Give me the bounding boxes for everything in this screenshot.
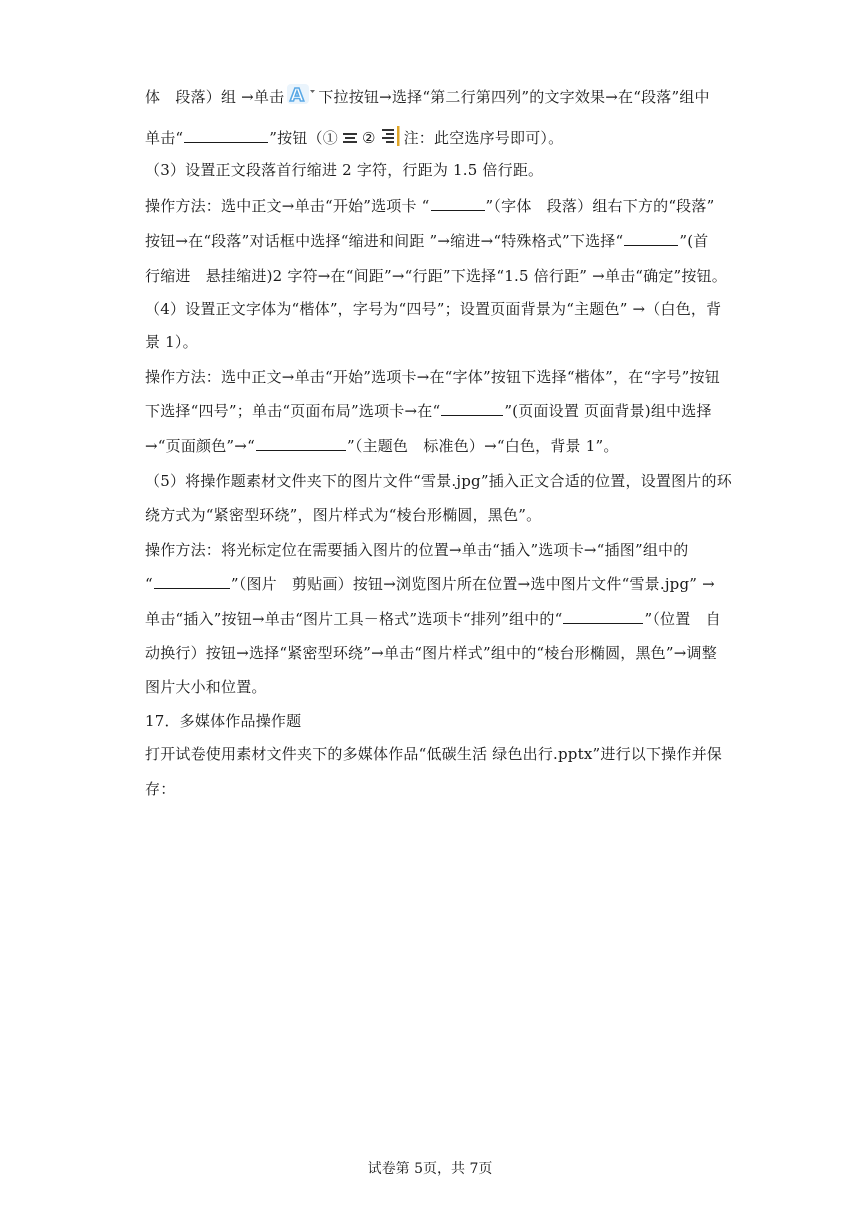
answer-blank (624, 231, 678, 246)
paragraph-line (145, 82, 725, 108)
answer-blank (256, 436, 346, 451)
paragraph-line (145, 401, 725, 421)
paragraph-line (145, 779, 725, 799)
line-text: 单击“插入”按钮→单击“图片工具－格式”选项卡“排列”组中的“ (145, 610, 563, 628)
line-text: “ (145, 575, 153, 593)
line-text: ”（位置 自 (644, 610, 721, 628)
line-text: ”(首 (679, 232, 709, 250)
line-text: 体 段落）组 →单击 (145, 88, 285, 106)
line-text: 绕方式为“紧密型环绕”，图片样式为“棱台形椭圆，黑色”。 (145, 506, 542, 524)
paragraph-line (145, 677, 725, 697)
paragraph-line (145, 436, 725, 456)
paragraph-line (145, 609, 725, 629)
paragraph-line (145, 505, 725, 525)
line-text: 景 1）。 (145, 333, 198, 351)
page-footer: 试卷第 5页，共 7页 (367, 1161, 493, 1177)
line-text: ”（字体 段落）组右下方的“段落” (485, 197, 715, 215)
line-text: 17．多媒体作品操作题 (145, 712, 302, 730)
line-text: ”（主题色 标准色）→“白色，背景 1”。 (346, 437, 619, 455)
line-text: （3）设置正文段落首行缩进 2 字符，行距为 1.5 倍行距。 (145, 161, 544, 179)
line-text: 操作方法：将光标定位在需要插入图片的位置→单击“插入”选项卡→“插图”组中的 (145, 541, 689, 559)
line-text: 下选择“四号”；单击“页面布局”选项卡→在“ (145, 402, 441, 420)
paragraph-line (145, 540, 725, 560)
line-text: 行缩进 悬挂缩进)2 字符→在“间距”→“行距”下选择“1.5 倍行距” →单击“确定”按钮。 (145, 267, 728, 285)
line-text: （4）设置正文字体为“楷体”，字号为“四号”；设置页面背景为“主题色” →（白色，背 (145, 300, 722, 318)
answer-blank (154, 574, 230, 589)
line-text: 操作方法：选中正文→单击“开始”选项卡→在“字体”按钮下选择“楷体”，在“字号”按钮 (145, 368, 720, 386)
paragraph-line (145, 574, 725, 594)
center-align-icon (342, 131, 358, 151)
text-effect-a-icon (286, 82, 316, 108)
paragraph-line (145, 643, 725, 663)
line-text: ”(页面设置 页面背景)组中选择 (504, 402, 712, 420)
paragraph-line (145, 744, 725, 764)
paragraph-line (145, 332, 725, 352)
paragraph-line (145, 266, 728, 286)
line-text: ② (361, 129, 376, 147)
paragraph-line (145, 126, 725, 151)
paragraph-line (145, 231, 725, 251)
line-text: 图片大小和位置。 (145, 678, 267, 696)
line-text: （5）将操作题素材文件夹下的图片文件“雪景.jpg”插入正文合适的位置，设置图片的环 (145, 472, 732, 490)
paragraph-line (145, 160, 725, 180)
line-text: 操作方法：选中正文→单击“开始”选项卡 “ (145, 197, 430, 215)
line-text: 按钮→在“段落”对话框中选择“缩进和间距 ”→缩进→“特殊格式”下选择“ (145, 232, 624, 250)
answer-blank (184, 128, 268, 143)
answer-blank (563, 609, 643, 624)
line-text: 打开试卷使用素材文件夹下的多媒体作品“低碳生活 绿色出行.pptx”进行以下操作并保 (145, 745, 722, 763)
line-text: 下拉按钮→选择“第二行第四列”的文字效果→在“段落”组中 (318, 88, 710, 106)
line-text: →“页面颜色”→“ (145, 437, 255, 455)
line-text: ”（图片 剪贴画）按钮→浏览图片所在位置→选中图片文件“雪景.jpg” → (230, 575, 715, 593)
svg-text:A: A (290, 85, 305, 106)
line-text: 注：此空选序号即可）。 (403, 129, 564, 147)
question-heading (145, 711, 725, 731)
paragraph-line (145, 471, 732, 491)
line-text: 单击“ (145, 129, 184, 147)
answer-blank (431, 196, 485, 211)
right-align-icon (380, 126, 402, 151)
paragraph-line (145, 367, 725, 387)
line-text: ”按钮（① (269, 129, 338, 147)
paragraph-line (145, 299, 725, 319)
paragraph-line (145, 196, 725, 216)
line-text: 存： (145, 780, 176, 798)
answer-blank (441, 401, 503, 416)
line-text: 动换行）按钮→选择“紧密型环绕”→单击“图片样式”组中的“棱台形椭圆，黑色”→调整 (145, 644, 717, 662)
